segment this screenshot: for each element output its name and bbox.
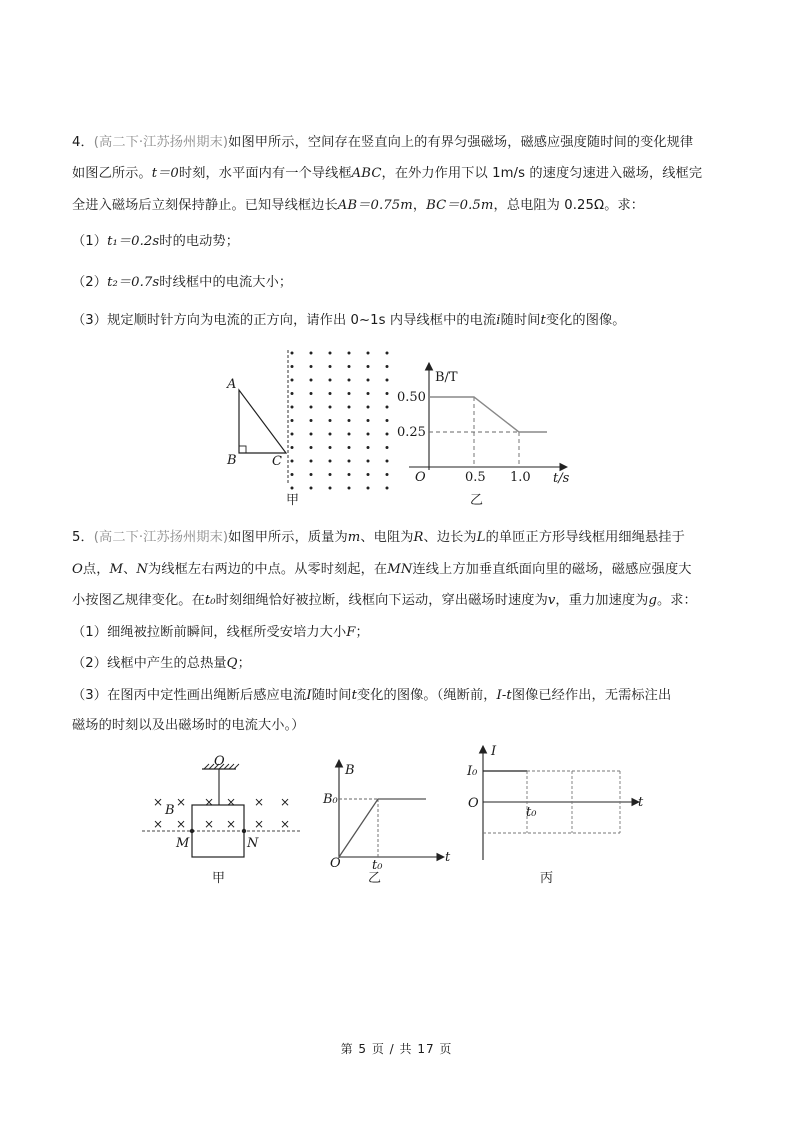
q5-line-2: O点，M、N为线框左右两边的中点。从零时刻起，在MN连线上方加垂直纸面向里的磁场，磁感应强度大 <box>72 562 692 577</box>
field-dot <box>329 406 332 409</box>
label-m: M <box>176 836 190 851</box>
label-n: N <box>247 836 259 851</box>
field-dot <box>310 473 313 476</box>
q4-sub-3: （3）规定顺时针方向为电流的正方向，请作出 0~1s 内导线框中的电流i随时间t变化的图像。 <box>72 313 626 328</box>
q4-line-1: 4．(高二下·江苏扬州期末)如图甲所示，空间存在竖直向上的有界匀强磁场，磁感应强度随时间的变化规律 <box>72 135 694 150</box>
field-cross: × <box>254 795 265 809</box>
caption-jia: 甲 <box>212 871 226 886</box>
field-cross: × <box>226 795 237 809</box>
field-cross: × <box>254 817 265 831</box>
q4-source: (高二下·江苏扬州期末) <box>93 135 229 150</box>
field-dot <box>310 487 313 490</box>
field-dot <box>329 379 332 382</box>
caption-yi: 乙 <box>470 493 484 508</box>
field-dot <box>329 446 332 449</box>
field-dot <box>386 487 389 490</box>
field-dot <box>386 460 389 463</box>
field-dot <box>291 473 294 476</box>
wire-frame-abc <box>239 390 286 453</box>
field-dot <box>386 473 389 476</box>
field-dot <box>386 433 389 436</box>
hatch-line <box>204 764 209 769</box>
right-angle-mark <box>239 446 246 453</box>
q5-figure-yi <box>320 752 450 892</box>
field-cross: × <box>204 795 215 809</box>
field-dot <box>310 460 313 463</box>
field-dot <box>386 392 389 395</box>
q5-sub-3-cont: 磁场的时刻以及出磁场时的电流大小。） <box>72 718 305 733</box>
field-dot <box>291 406 294 409</box>
origin-label: O <box>330 856 341 871</box>
field-dot <box>367 460 370 463</box>
origin-label: O <box>468 796 479 811</box>
field-dot <box>329 487 332 490</box>
field-dot <box>367 419 370 422</box>
field-dot <box>348 433 351 436</box>
field-dot <box>291 379 294 382</box>
field-cross: × <box>226 817 237 831</box>
field-cross: × <box>153 795 164 809</box>
field-dot <box>291 352 294 355</box>
y-tick-i0: I₀ <box>467 764 478 779</box>
y-axis-label: I <box>491 744 497 759</box>
caption-bing: 丙 <box>540 871 554 886</box>
field-dot <box>367 473 370 476</box>
caption-jia: 甲 <box>286 493 300 508</box>
q5-sub-1: （1）细绳被拉断前瞬间，线框所受安培力大小F； <box>72 625 369 640</box>
field-dot <box>386 406 389 409</box>
x-axis-label: t <box>445 850 451 865</box>
field-cross: × <box>176 795 187 809</box>
field-dot <box>348 460 351 463</box>
b-t-curve <box>429 397 547 432</box>
field-dot <box>291 392 294 395</box>
q4-line-2: 如图乙所示。t＝0时刻，水平面内有一个导线框ABC，在外力作用下以 1m/s 的速度匀速进入磁场，线框完 <box>72 166 703 181</box>
field-cross: × <box>153 817 164 831</box>
field-dot <box>386 446 389 449</box>
q4-number: 4． <box>72 135 94 150</box>
magnetic-field-dots <box>291 352 389 490</box>
field-dot <box>329 392 332 395</box>
field-dot <box>348 352 351 355</box>
field-dot <box>291 446 294 449</box>
hatch-line <box>224 764 229 769</box>
field-dot <box>348 419 351 422</box>
field-dot <box>386 365 389 368</box>
origin-label: O <box>415 470 426 485</box>
field-dot <box>367 365 370 368</box>
field-dot <box>291 419 294 422</box>
field-dot <box>329 419 332 422</box>
x-axis-label: t <box>638 795 644 810</box>
field-dot <box>310 352 313 355</box>
field-dot <box>367 352 370 355</box>
label-c: C <box>272 454 282 469</box>
field-dot <box>310 392 313 395</box>
field-dot <box>291 487 294 490</box>
q5-figure-jia <box>140 752 310 892</box>
field-cross: × <box>280 795 291 809</box>
field-dot <box>348 473 351 476</box>
field-dot <box>348 446 351 449</box>
x-axis-label: t/s <box>553 471 570 486</box>
y-tick-025: 0.25 <box>397 425 426 440</box>
field-cross: × <box>176 817 187 831</box>
q5-figure-bing <box>462 742 662 887</box>
field-dot <box>310 433 313 436</box>
q5-sub-3: （3）在图丙中定性画出绳断后感应电流I随时间t变化的图像。（绳断前，I-t图像已经作出，无需标注出 <box>72 688 672 703</box>
field-dot <box>329 433 332 436</box>
field-dot <box>348 392 351 395</box>
x-tick-t0: t₀ <box>526 805 537 820</box>
label-b: B <box>165 803 175 818</box>
field-dot <box>291 365 294 368</box>
label-a: A <box>227 377 237 392</box>
field-dot <box>310 365 313 368</box>
q5-source: (高二下·江苏扬州期末) <box>93 530 229 545</box>
field-dot <box>310 419 313 422</box>
hatch-line <box>234 764 239 769</box>
caption-yi: 乙 <box>368 871 382 886</box>
point-m <box>190 829 194 833</box>
q4-figure-jia <box>220 345 390 515</box>
field-dot <box>329 460 332 463</box>
x-tick-05: 0.5 <box>465 470 486 485</box>
field-dot <box>348 487 351 490</box>
q4-figure-yi <box>395 345 585 515</box>
y-axis-label: B <box>345 763 355 778</box>
field-dot <box>348 365 351 368</box>
field-dot <box>348 406 351 409</box>
y-axis-label: B/T <box>435 370 458 385</box>
field-dot <box>310 446 313 449</box>
field-dot <box>310 406 313 409</box>
field-dot <box>291 460 294 463</box>
y-tick-b0: B₀ <box>323 792 338 807</box>
page-footer: 第 5 页 / 共 17 页 <box>340 1042 453 1056</box>
label-o: O <box>214 754 225 769</box>
field-dot <box>367 433 370 436</box>
field-dot <box>367 487 370 490</box>
b-t-curve <box>339 799 426 857</box>
field-dot <box>367 392 370 395</box>
label-b: B <box>227 453 237 468</box>
q5-line-1: 5．(高二下·江苏扬州期末)如图甲所示，质量为m、电阻为R、边长为L的单匝正方形导线框用细绳悬挂于 <box>72 530 685 545</box>
q4-sub-1: （1）t₁＝0.2s时的电动势； <box>72 234 240 249</box>
x-tick-10: 1.0 <box>510 470 531 485</box>
field-cross: × <box>280 817 291 831</box>
y-tick-050: 0.50 <box>397 390 426 405</box>
q5-sub-2: （2）线框中产生的总热量Q； <box>72 656 251 671</box>
field-dot <box>291 433 294 436</box>
x-tick-t0: t₀ <box>372 858 383 873</box>
field-dot <box>386 379 389 382</box>
field-dot <box>329 352 332 355</box>
field-dot <box>367 406 370 409</box>
field-cross: × <box>204 817 215 831</box>
field-dot <box>329 473 332 476</box>
field-dot <box>386 352 389 355</box>
field-dot <box>310 379 313 382</box>
hatch-line <box>229 764 234 769</box>
q5-number: 5． <box>72 530 94 545</box>
q4-sub-2: （2）t₂＝0.7s时线框中的电流大小； <box>72 275 293 290</box>
field-dot <box>329 365 332 368</box>
q5-line-3: 小按图乙规律变化。在t₀时刻细绳恰好被拉断，线框向下运动，穿出磁场时速度为v，重力加速度为g。求： <box>72 593 697 608</box>
point-n <box>242 829 246 833</box>
field-dot <box>386 419 389 422</box>
field-dot <box>348 379 351 382</box>
q4-line-3: 全进入磁场后立刻保持静止。已知导线框边长AB＝0.75m，BC＝0.5m，总电阻为 0.25Ω。求： <box>72 198 645 213</box>
field-dot <box>367 379 370 382</box>
field-dot <box>367 446 370 449</box>
